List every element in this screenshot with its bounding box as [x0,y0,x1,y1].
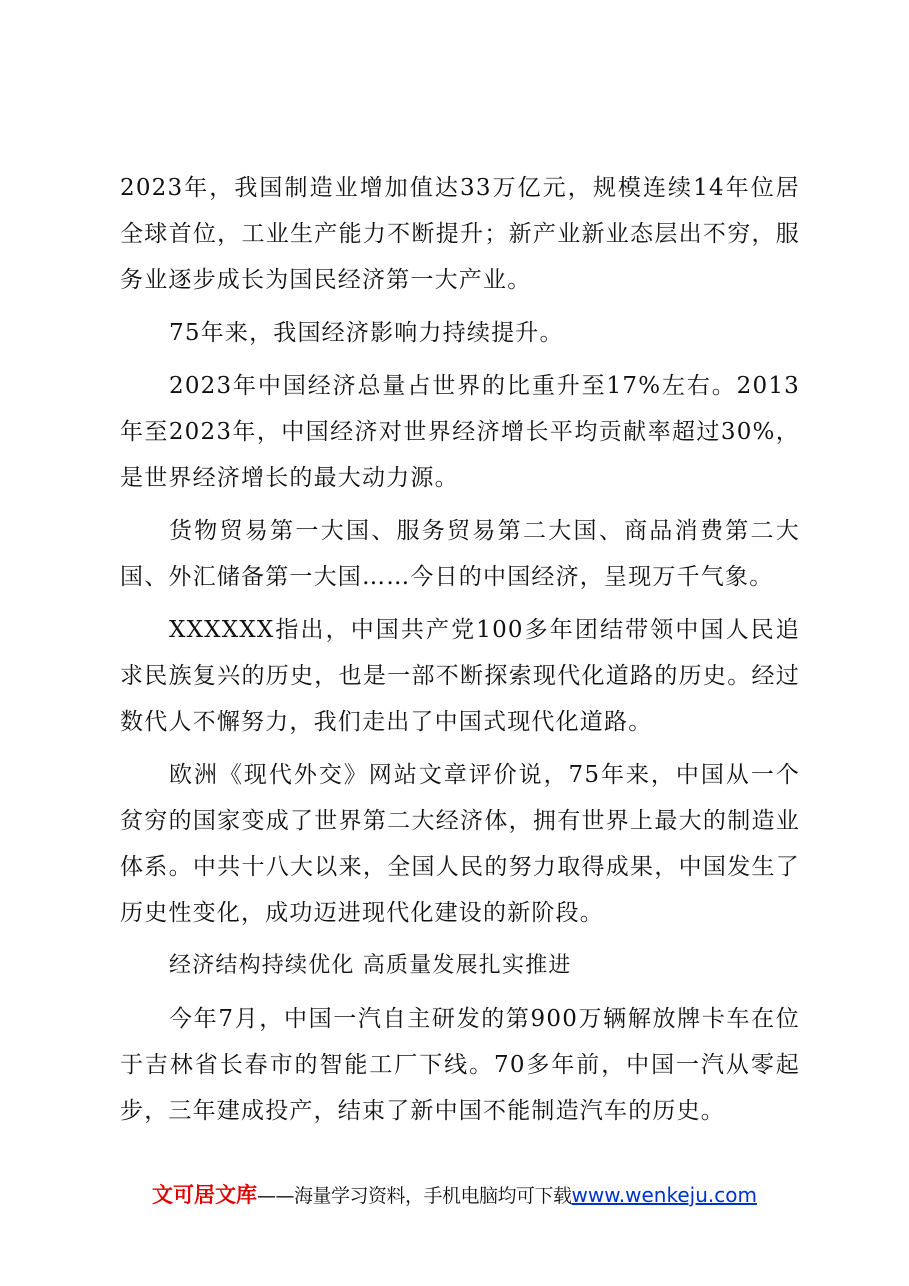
paragraph-trade: 货物贸易第一大国、服务贸易第二大国、商品消费第二大国、外汇储备第一大国……今日的中国经济，呈现万千气象。 [120,518,800,590]
paragraph-modern-diplomacy: 欧洲《现代外交》网站文章评价说，75年来，中国从一个贫穷的国家变成了世界第二大经济体，拥有世界上最大的制造业体系。中共十八大以来，全国人民的努力取得成果，中国发生了历史性变化，成功迈进现代化建设的新阶段。 [120,762,800,926]
paragraph-modernization: XXXXXX指出，中国共产党100多年团结带领中国人民追求民族复兴的历史，也是一部不断探索现代化道路的历史。经过数代人不懈努力，我们走出了中国式现代化道路。 [120,617,800,735]
paragraph-manufacturing: 2023年，我国制造业增加值达33万亿元，规模连续14年位居全球首位，工业生产能力不断提升；新产业新业态层出不穷，服务业逐步成长为国民经济第一大产业。 [120,175,800,293]
paragraph-faw: 今年7月，中国一汽自主研发的第900万辆解放牌卡车在位于吉林省长春市的智能工厂下线。70多年前，中国一汽从零起步，三年建成投产，结束了新中国不能制造汽车的历史。 [120,1006,800,1124]
paragraph-influence: 75年来，我国经济影响力持续提升。 [169,320,564,346]
document-body [120,165,800,1141]
paragraph-world-share: 2023年中国经济总量占世界的比重升至17%左右。2013年至2023年，中国经济对世界经济增长平均贡献率超过30%，是世界经济增长的最大动力源。 [120,373,800,491]
brand-name: 文可居文库 [152,1183,258,1207]
footer-tagline: ——海量学习资料，手机电脑均可下载 [257,1185,572,1207]
section-heading: 经济结构持续优化 高质量发展扎实推进 [169,953,572,978]
footer-banner [0,1180,909,1211]
website-link[interactable]: www.wenkeju.com [571,1183,757,1207]
